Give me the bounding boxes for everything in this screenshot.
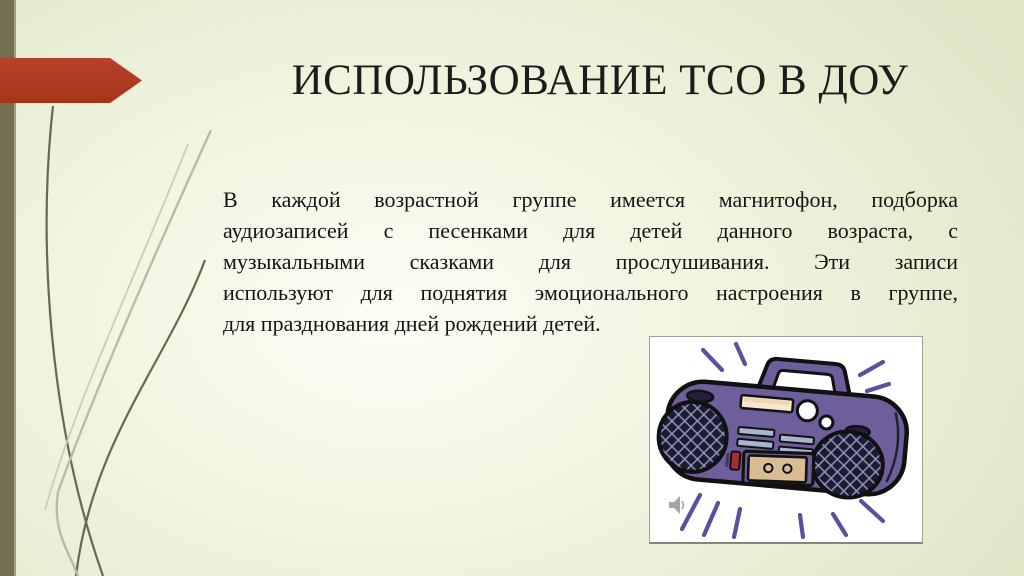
paragraph-line: В каждой возрастной группе имеется магнитофон, подборка [223, 187, 958, 212]
boombox-illustration [650, 337, 922, 542]
body-paragraph [223, 184, 958, 339]
paragraph-line: аудиозаписей с песенками для детей данного возраста, с [223, 218, 958, 243]
audio-speaker-icon[interactable] [668, 493, 688, 517]
paragraph-line: музыкальными сказками для прослушивания. Эти записи [223, 249, 958, 274]
knob-small [819, 415, 833, 429]
grass-curves-decoration [0, 100, 240, 576]
paragraph-line: для празднования дней рождений детей. [223, 311, 601, 336]
cassette-deck [743, 451, 814, 485]
cassette-tape [748, 455, 807, 482]
boombox-body [655, 349, 913, 502]
slide-title: ИСПОЛЬЗОВАНИЕ ТСО В ДОУ [291, 57, 909, 104]
boombox-image-frame [649, 336, 923, 544]
record-button [730, 451, 741, 470]
red-arrow-decoration [0, 58, 142, 103]
knob-large [797, 400, 819, 422]
paragraph-line: используют для поднятия эмоционального настроения в группе, [223, 280, 958, 305]
